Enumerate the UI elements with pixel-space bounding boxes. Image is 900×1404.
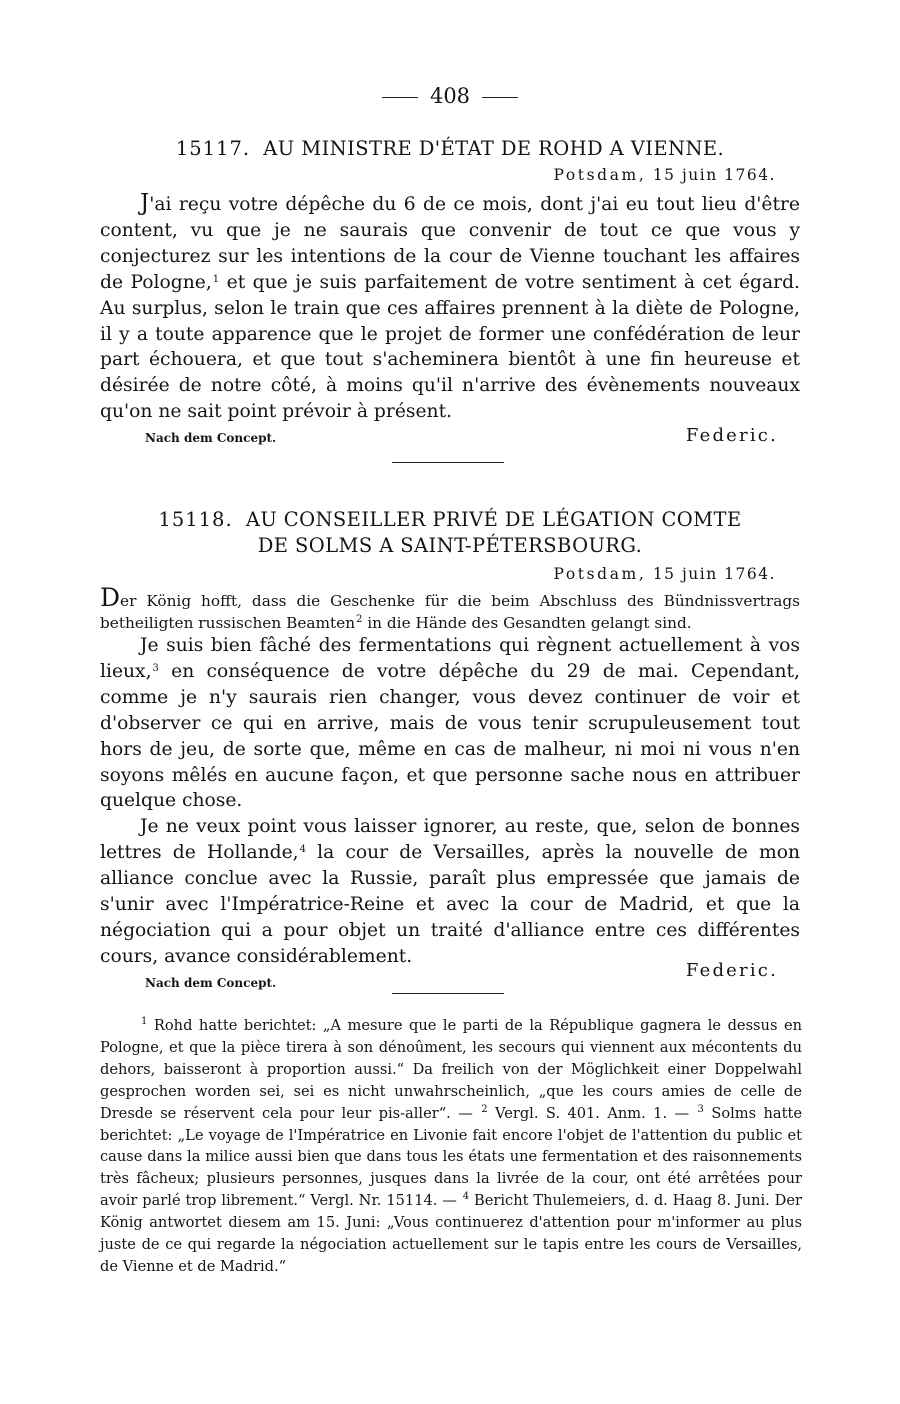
letter-2-heading-line-2: DE SOLMS A SAINT-PÉTERSBOURG. xyxy=(257,534,643,557)
footnote-ref-4: 4 xyxy=(299,843,306,855)
letter-2-p2-text-a: Je ne veux point vous laisser ignorer, au reste, que, selon de bonnes lettres de Hollande, xyxy=(100,816,800,863)
letter-2-summary-initial: D xyxy=(100,583,121,612)
footnote-ref-1: 1 xyxy=(212,273,220,285)
letter-2-place: Potsdam, xyxy=(553,565,647,583)
header-dash-right xyxy=(482,97,518,98)
letter-2-p2-text-b: la cour de Versailles, après la nouvelle de mon alliance conclue avec la Russie, paraît plus empressée que jamais de s'unir avec l'Impératrice-Reine et avec la cour de Madrid, et que la négociation qui a pour objet un traité d'alliance entre ces différentes cours, avance considérablement. xyxy=(100,841,800,967)
header-dash-left xyxy=(382,97,418,98)
footnote-ref-2: 2 xyxy=(356,613,363,625)
footnote-1: Rohd hatte berichtet: „A mesure que le parti de la République gagnera le dessus en Pologne, et que la pièce tirera à son dénoûment, les secours qui viennent aux mécontents du dehors, baisseront à proportion aussi.“ Da freilich von der Möglichkeit einer Doppelwahl gesprochen worden sei, sei es nicht unwahrscheinlich, „que les cours amies de celle de Dresde se réservent cela pour leur pis-aller“. — xyxy=(100,1017,802,1122)
letter-1-dateline xyxy=(553,166,776,184)
letter-2-p1-text-b: en conséquence de votre dépêche du 29 de mai. Cependant, comme je n'y saurais rien changer, vous devez continuer de voir et d'observer ce qui en arrive, mais de vous tenir scrupuleusement tout hors de jeu, de sorte que, même en cas de malheur, ni moi ni vous n'en soyons mêlés en aucune façon, et que personne sache nous en attribuer quelque chose. xyxy=(100,660,800,812)
footnote-divider xyxy=(392,993,504,994)
footnote-2-marker: 2 xyxy=(481,1103,488,1115)
letter-2-paragraph-2 xyxy=(100,814,800,969)
footnote-4: Bericht Thulemeiers, d. d. Haag 8. Juni. Der König antwortet diesem am 15. Juni: „Vous continuerez d'attention pour m'informer au plus juste de ce qui regarde la négociation actuellement sur le tapis entre les cours de Versailles, de Vienne et de Madrid.“ xyxy=(100,1192,802,1275)
letter-2-summary-text-b: in die Hände des Gesandten gelangt sind. xyxy=(362,613,692,632)
letter-1-text-a: 'ai reçu votre dépêche du 6 de ce mois, dont j'ai eu tout lieu d'être content, vu que je ne saurais que convenir de tout ce que vous y conjecturez sur les intentions de la cour de Vienne touchant les affaires de Pologne, xyxy=(100,194,800,293)
letter-2-dateline xyxy=(553,565,776,583)
letter-1-source: Nach dem Concept. xyxy=(145,431,277,445)
page-header xyxy=(0,84,900,108)
letter-1-text-b: et que je suis parfaitement de votre sentiment à cet égard. Au surplus, selon le train que ces affaires prennent à la diète de Pologne, il y a toute apparence que le projet de former une confédération de leur part échouera, et que tout s'acheminera bientôt à une fin heureuse et désirée de notre côté, à moins qu'il n'arrive des évènements nouveaux qu'on ne sait point prévoir à présent. xyxy=(100,271,800,423)
letter-2-summary xyxy=(100,583,800,634)
letter-1-title xyxy=(100,136,800,162)
footnote-ref-3: 3 xyxy=(152,662,159,674)
footnote-3-marker: 3 xyxy=(697,1103,704,1115)
footnote-1-marker: 1 xyxy=(141,1016,148,1027)
letter-2-date: 15 juin 1764. xyxy=(652,565,776,583)
letter-1-date: 15 juin 1764. xyxy=(652,166,776,184)
letter-2-paragraph-1 xyxy=(100,633,800,814)
footnotes xyxy=(100,1015,802,1278)
footnote-4-marker: 4 xyxy=(462,1191,470,1203)
letter-2-p1-text-a: Je suis bien fâché des fermentations qui règnent actuellement à vos lieux, xyxy=(100,635,800,682)
letter-1-initial: J xyxy=(140,190,150,216)
letter-1-signature: Federic. xyxy=(685,425,778,446)
letter-1-heading: AU MINISTRE D'ÉTAT DE ROHD A VIENNE. xyxy=(263,137,725,160)
letter-1-body xyxy=(100,191,800,425)
letter-2-title xyxy=(100,507,800,559)
letter-2-signature: Federic. xyxy=(685,960,778,981)
page-number: 408 xyxy=(429,84,471,108)
section-divider xyxy=(392,462,504,463)
footnote-3: Solms hatte berichtet: „Le voyage de l'Impératrice en Livonie fait encore l'objet de l'attention du public et cause dans la milice aussi bien que dans tous les états une fermentation et des raisonnements très fâcheux; plusieurs personnes, jusques dans la livrée de la cour, ont été arrêtées pour avoir parlé trop librement.“ Vergl. Nr. 15114. — xyxy=(100,1104,802,1210)
letter-1-place: Potsdam, xyxy=(553,166,647,184)
letter-2-number: 15118. xyxy=(158,508,233,531)
letter-2-heading-line-1: AU CONSEILLER PRIVÉ DE LÉGATION COMTE xyxy=(245,508,742,531)
letter-2-source: Nach dem Concept. xyxy=(145,976,277,990)
footnote-2: Vergl. S. 401. Anm. 1. — xyxy=(487,1104,697,1122)
letter-1-number: 15117. xyxy=(175,137,251,160)
letter-2-summary-text-a: er König hofft, dass die Geschenke für die beim Abschluss des Bündnissvertrags betheiligten russischen Beamten xyxy=(100,592,800,632)
